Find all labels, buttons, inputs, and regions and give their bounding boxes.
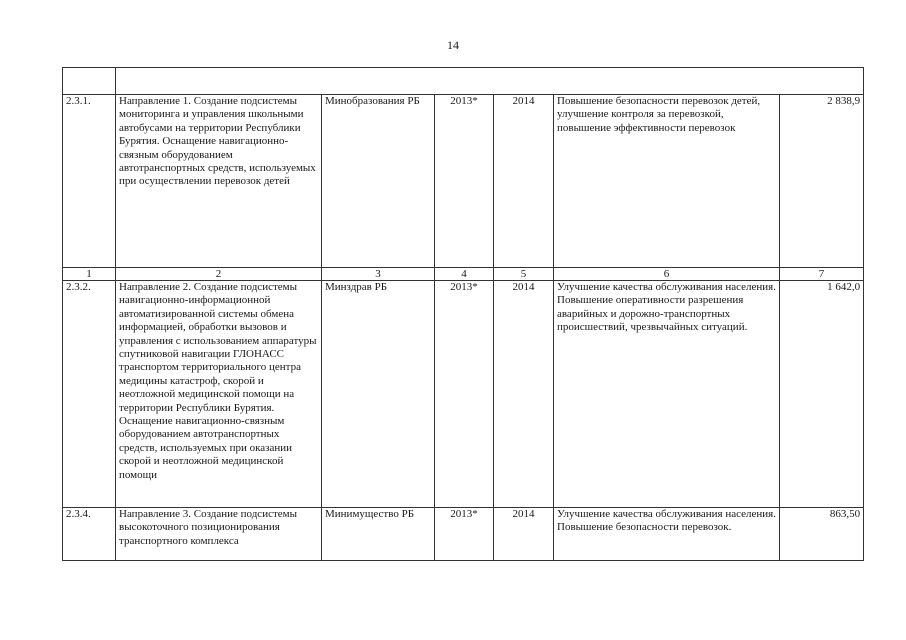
item-amount: 2 838,9 (780, 95, 864, 268)
item-expected-result: Улучшение качества обслуживания населения. Повышение оперативности разрешения аварийных и дорожно-транспортных происшествий, чрезвычайных ситуаций. (554, 281, 780, 508)
item-executor: Минздрав РБ (322, 281, 435, 508)
column-number: 6 (554, 268, 780, 281)
item-end-year: 2014 (494, 95, 554, 268)
column-number: 1 (63, 268, 116, 281)
table-row-continuation (63, 68, 864, 95)
item-direction: Направление 1. Создание подсистемы мониторинга и управления школьными автобусами на территории Республики Бурятия. Оснащение навигационно-связным оборудованием автотранспортных средств, используемых при осуществлении перевозок детей (116, 95, 322, 268)
table-row (63, 281, 864, 508)
column-number: 2 (116, 268, 322, 281)
column-number: 7 (780, 268, 864, 281)
item-executor: Минобразования РБ (322, 95, 435, 268)
program-table (62, 67, 864, 561)
item-code: 2.3.2. (63, 281, 116, 508)
table-row (63, 508, 864, 561)
column-number: 3 (322, 268, 435, 281)
item-start-year: 2013* (435, 95, 494, 268)
item-end-year: 2014 (494, 281, 554, 508)
item-start-year: 2013* (435, 508, 494, 561)
page-number: 14 (447, 38, 459, 52)
empty-cell (116, 68, 864, 95)
table-row (63, 95, 864, 268)
empty-cell (63, 68, 116, 95)
column-number: 4 (435, 268, 494, 281)
item-executor: Минимущество РБ (322, 508, 435, 561)
item-code: 2.3.1. (63, 95, 116, 268)
column-number: 5 (494, 268, 554, 281)
item-end-year: 2014 (494, 508, 554, 561)
item-direction: Направление 2. Создание подсистемы навигационно-информационной автоматизированной системы обмена информацией, обработки вызовов и управления с использованием аппаратуры спутниковой навигации ГЛОНАСС транспортом территориального центра медицины катастроф, скорой и неотложной медицинской помощи на территории Республики Бурятия. Оснащение навигационно-связным оборудованием автотранспортных средств, используемых при оказании скорой и неотложной медицинской помощи (116, 281, 322, 508)
item-expected-result: Повышение безопасности перевозок детей, улучшение контроля за перевозкой, повышение эффективности перевозок (554, 95, 780, 268)
item-start-year: 2013* (435, 281, 494, 508)
item-code: 2.3.4. (63, 508, 116, 561)
item-amount: 1 642,0 (780, 281, 864, 508)
item-direction: Направление 3. Создание подсистемы высокоточного позиционирования транспортного комплекса (116, 508, 322, 561)
item-amount: 863,50 (780, 508, 864, 561)
item-expected-result: Улучшение качества обслуживания населения. Повышение безопасности перевозок. (554, 508, 780, 561)
column-numbers-row (63, 268, 864, 281)
